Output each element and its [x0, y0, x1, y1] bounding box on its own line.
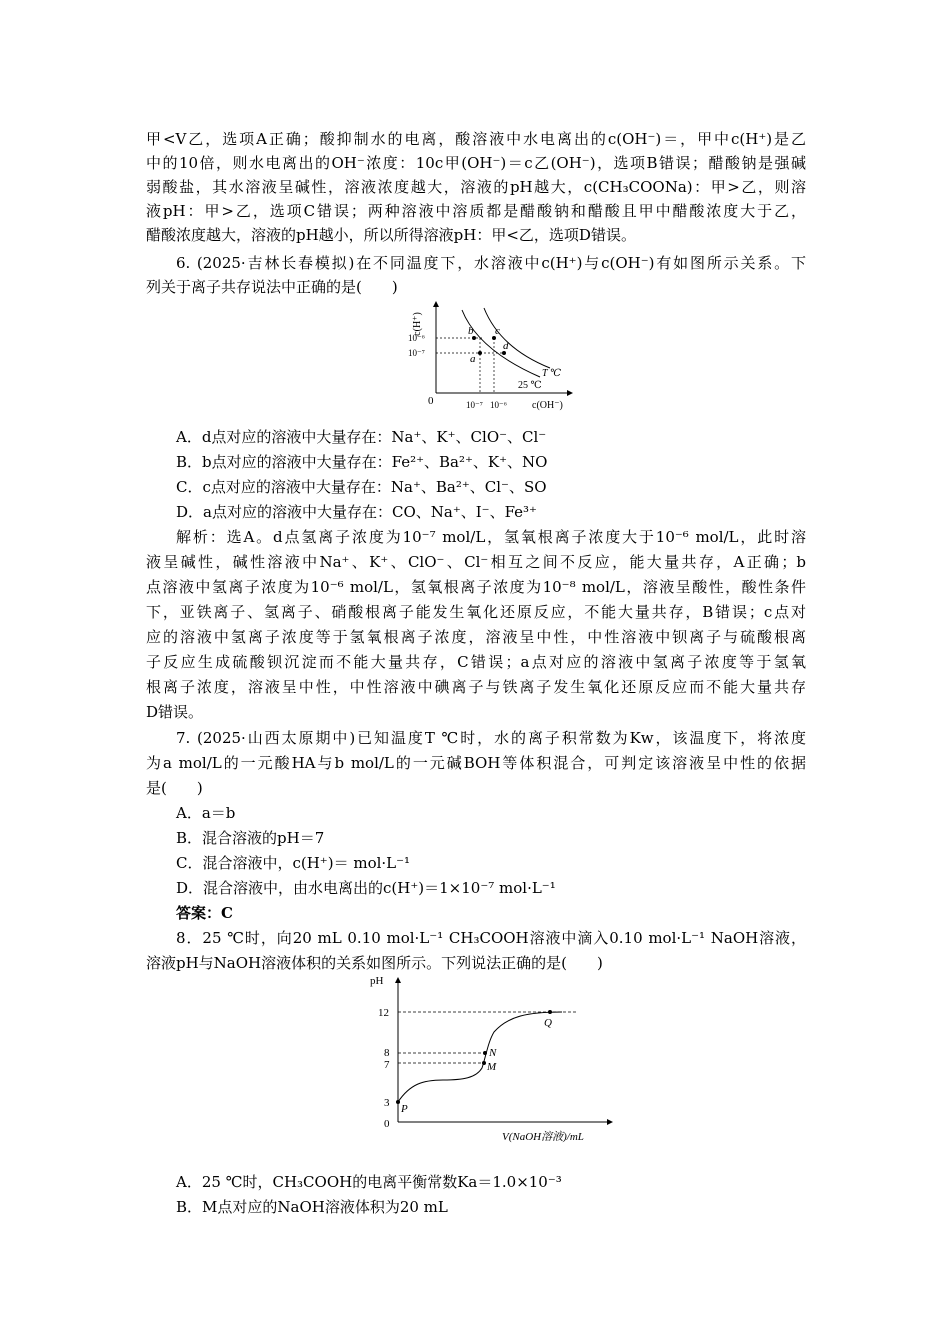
y-tick: 10⁻⁶: [408, 333, 425, 343]
analysis-line: 液呈碱性，碱性溶液中Na⁺、K⁺、ClO⁻、Cl⁻相互之间不反应，能大量共存，A正确；b: [146, 553, 806, 571]
option-a: A．a＝b: [176, 804, 236, 822]
point-label-m: M: [487, 1061, 497, 1073]
analysis-line: 下，亚铁离子、氢离子、硝酸根离子能发生氧化还原反应，不能大量共存，B错误；c点对: [146, 603, 806, 621]
option-b: B．b点对应的溶液中大量存在：Fe²⁺、Ba²⁺、K⁺、NO: [176, 453, 548, 471]
text-line: 液pH：甲>乙，选项C错误；两种溶液中溶质都是醋酸钠和醋酸且甲中醋酸浓度大于乙，: [146, 202, 806, 220]
titration-curve-graph: [368, 972, 618, 1150]
water-ion-product-graph: [400, 296, 580, 416]
point-a: [478, 351, 482, 355]
question-stem-line: 溶液pH与NaOH溶液体积的关系如图所示。下列说法正确的是( ): [146, 954, 603, 972]
x-tick: 10⁻⁶: [490, 400, 507, 410]
point-label-n: N: [489, 1047, 497, 1059]
text-line: 醋酸浓度越大，溶液的pH越小，所以所得溶液pH：甲<乙，选项D错误。: [146, 226, 636, 244]
option-c: C．c点对应的溶液中大量存在：Na⁺、Ba²⁺、Cl⁻、SO: [176, 478, 547, 496]
y-tick: 7: [384, 1059, 390, 1071]
origin-label: 0: [428, 395, 434, 407]
option-a: A．d点对应的溶液中大量存在：Na⁺、K⁺、ClO⁻、Cl⁻: [176, 428, 547, 446]
option-c: C．混合溶液中，c(H⁺)＝ mol·L⁻¹: [176, 854, 411, 872]
y-axis-label: c(H⁺): [412, 312, 423, 336]
text-line: 中的10倍，则水电离出的OH⁻浓度：10c甲(OH⁻)＝c乙(OH⁻)，选项B错误；醋酸钠是强碱: [146, 154, 806, 172]
y-tick: 10⁻⁷: [408, 348, 425, 358]
x-axis-label: V(NaOH溶液)/mL: [502, 1131, 584, 1143]
option-d: D．混合溶液中，由水电离出的c(H⁺)＝1×10⁻⁷ mol·L⁻¹: [176, 879, 556, 897]
analysis-line: 子反应生成硫酸钡沉淀而不能大量共存，C错误；a点对应的溶液中氢离子浓度等于氢氧: [146, 653, 806, 671]
question-stem-line: 8．25 ℃时，向20 mL 0.10 mol·L⁻¹ CH₃COOH溶液中滴入0.10 mol·L⁻¹ NaOH溶液，: [176, 929, 806, 947]
point-label-b: b: [468, 325, 474, 337]
point-label-q: Q: [544, 1017, 552, 1029]
option-a: A．25 ℃时，CH₃COOH的电离平衡常数Ka＝1.0×10⁻³: [176, 1173, 562, 1191]
analysis-line: 点溶液中氢离子浓度为10⁻⁶ mol/L，氢氧根离子浓度为10⁻⁸ mol/L，溶液呈酸性，酸性条件: [146, 578, 806, 596]
analysis-line: 应的溶液中氢离子浓度等于氢氧根离子浓度，溶液呈中性，中性溶液中钡离子与硫酸根离: [146, 628, 806, 646]
y-tick: 12: [378, 1007, 389, 1019]
curve-label-25c: 25 ℃: [518, 380, 542, 391]
ph-curve: [398, 1012, 562, 1102]
curve-label-t: T ℃: [542, 368, 562, 379]
y-tick: 8: [384, 1047, 390, 1059]
point-m: [482, 1061, 486, 1065]
point-q: [548, 1010, 552, 1014]
analysis-line: D错误。: [146, 703, 204, 721]
x-tick: 10⁻⁷: [466, 400, 483, 410]
question-stem-line: 6. (2025·吉林长春模拟)在不同温度下，水溶液中c(H⁺)与c(OH⁻)有如图所示关系。下: [176, 254, 806, 272]
text-line: 弱酸盐，其水溶液呈碱性，溶液浓度越大，溶液的pH越大，c(CH₃COONa)：甲>乙，则溶: [146, 178, 806, 196]
text-line: 甲<V乙，选项A正确；酸抑制水的电离，酸溶液中水电离出的c(OH⁻)＝，甲中c(H⁺)是乙: [146, 130, 806, 148]
point-p: [396, 1100, 400, 1104]
point-label-a: a: [470, 353, 476, 365]
question-stem-line: 7. (2025·山西太原期中)已知温度T ℃时，水的离子积常数为Kw，该温度下，将浓度: [176, 729, 806, 747]
analysis-line: 解析：选A。d点氢离子浓度为10⁻⁷ mol/L，氢氧根离子浓度大于10⁻⁶ mol/L，此时溶: [176, 528, 806, 546]
answer: 答案：C: [176, 904, 233, 922]
point-label-p: P: [401, 1103, 408, 1115]
question-stem-line: 是( ): [146, 779, 203, 797]
analysis-line: 根离子浓度，溶液呈中性，中性溶液中碘离子与铁离子发生氧化还原反应而不能大量共存: [146, 678, 806, 696]
y-tick: 3: [384, 1097, 390, 1109]
point-label-d: d: [503, 340, 509, 352]
question-stem-line: 列关于离子共存说法中正确的是( ): [146, 278, 398, 296]
point-label-c: c: [495, 325, 500, 337]
y-axis-label: pH: [370, 975, 384, 987]
option-b: B．M点对应的NaOH溶液体积为20 mL: [176, 1198, 448, 1216]
y-tick: 0: [384, 1118, 390, 1130]
curve-25c: [462, 310, 540, 377]
point-n: [483, 1051, 487, 1055]
option-b: B．混合溶液的pH＝7: [176, 829, 325, 847]
option-d: D．a点对应的溶液中大量存在：CO、Na⁺、I⁻、Fe³⁺: [176, 503, 537, 521]
question-stem-line: 为a mol/L的一元酸HA与b mol/L的一元碱BOH等体积混合，可判定该溶液呈中性的依据: [146, 754, 806, 772]
x-axis-label: c(OH⁻): [532, 400, 563, 411]
